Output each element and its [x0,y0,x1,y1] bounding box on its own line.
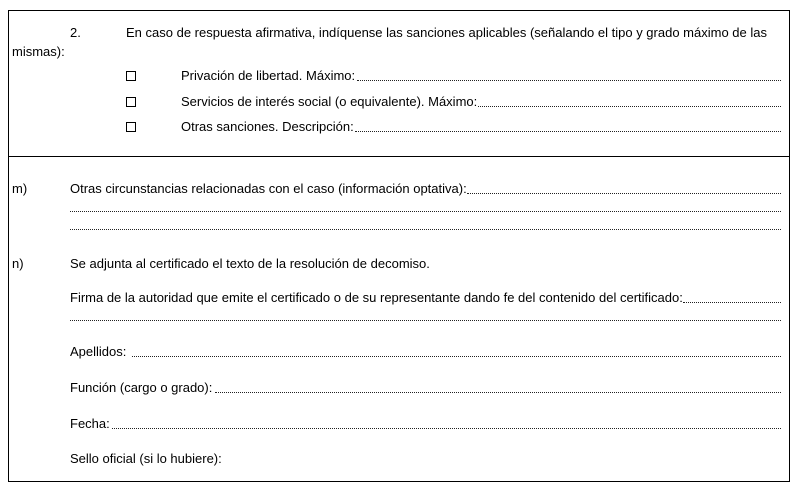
deprivation-liberty-label: Privación de libertad. Máximo: [181,68,356,83]
surname-label: Apellidos: [70,344,127,359]
deprivation-liberty-field[interactable] [357,79,781,81]
surname-field[interactable] [132,355,781,357]
signature-label: Firma de la autoridad que emite el certificado o de su representante dando fe del contenido del certificado: [70,290,683,305]
other-circumstances-field-3[interactable] [70,228,781,230]
deprivation-liberty-checkbox[interactable] [126,71,136,81]
other-circumstances-field-1[interactable] [467,192,781,194]
function-label: Función (cargo o grado): [70,380,213,395]
signature-field-2[interactable] [70,319,781,321]
section-divider [8,156,790,157]
signature-field-1[interactable] [683,301,781,303]
other-circumstances-field-2[interactable] [70,210,781,212]
community-service-checkbox[interactable] [126,97,136,107]
item2-question-line1: En caso de respuesta afirmativa, indíquense las sanciones aplicables (señalando el tipo y grado máximo de las [126,25,767,40]
item-m-text: Otras circunstancias relacionadas con el caso (información optativa): [70,181,467,196]
date-label: Fecha: [70,416,110,431]
community-service-field[interactable] [478,105,781,107]
other-sanctions-field[interactable] [355,130,781,132]
function-field[interactable] [215,391,781,393]
date-field[interactable] [112,427,781,429]
item2-number: 2. [70,25,81,40]
item-m-letter: m) [12,181,28,196]
other-sanctions-label: Otras sanciones. Descripción: [181,119,354,134]
item-n-letter: n) [12,256,24,271]
item2-question-line2: mismas): [12,44,65,59]
seal-label: Sello oficial (si lo hubiere): [70,451,222,466]
item-n-text: Se adjunta al certificado el texto de la resolución de decomiso. [70,256,430,271]
other-sanctions-checkbox[interactable] [126,122,136,132]
community-service-label: Servicios de interés social (o equivalente). Máximo: [181,94,478,109]
